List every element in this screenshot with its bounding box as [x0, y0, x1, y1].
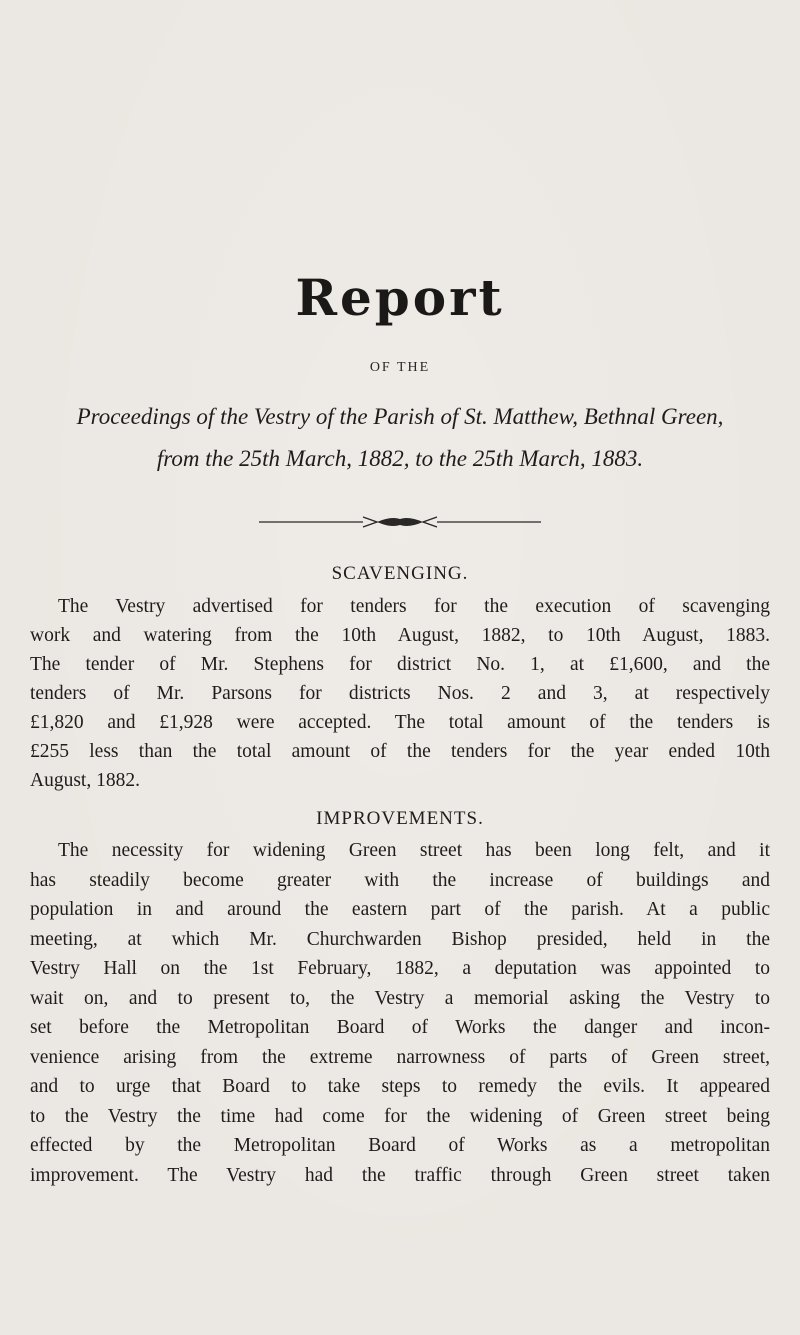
divider-ornament	[259, 510, 541, 534]
text-line: August, 1882.	[30, 770, 140, 791]
text-line: The Vestry advertised for tenders for the execution of scavenging	[58, 596, 770, 617]
text-line: improvement. The Vestry had the traffic through Green street taken	[30, 1164, 770, 1186]
text-line: to the Vestry the time had come for the widening of Green street being	[30, 1105, 770, 1127]
text-line: meeting, at which Mr. Churchwarden Bishop presided, held in the	[30, 928, 770, 950]
text-line: and to urge that Board to take steps to remedy the evils. It appeared	[30, 1076, 770, 1097]
text-line: set before the Metropolitan Board of Works the danger and incon-	[30, 1017, 770, 1038]
text-line: venience arising from the extreme narrowness of parts of Green street,	[30, 1046, 770, 1068]
section-heading-scavenging: SCAVENGING.	[331, 563, 469, 584]
subtitle-line-1: Proceedings of the Vestry of the Parish of St. Matthew, Bethnal Green,	[76, 404, 724, 429]
text-line: Vestry Hall on the 1st February, 1882, a deputation was appointed to	[30, 958, 770, 979]
text-line: effected by the Metropolitan Board of Works as a metropolitan	[30, 1135, 770, 1156]
text-line: population in and around the eastern part of the parish. At a public	[30, 899, 770, 920]
text-line: £1,820 and £1,928 were accepted. The total amount of the tenders is	[30, 712, 770, 733]
section-heading-improvements: IMPROVEMENTS.	[316, 808, 484, 829]
text-line: The tender of Mr. Stephens for district No. 1, at £1,600, and the	[30, 654, 770, 675]
subtitle-line-2: from the 25th March, 1882, to the 25th March, 1883.	[156, 446, 644, 471]
text-line: wait on, and to present to, the Vestry a memorial asking the Vestry to	[30, 987, 770, 1009]
text-line: The necessity for widening Green street has been long felt, and it	[58, 840, 770, 861]
text-line: work and watering from the 10th August, 1882, to 10th August, 1883.	[30, 625, 770, 646]
report-title: Report	[295, 268, 505, 327]
of-the-label: OF THE	[369, 360, 431, 375]
text-line: has steadily become greater with the increase of buildings and	[30, 869, 770, 891]
text-line: £255 less than the total amount of the tenders for the year ended 10th	[30, 741, 770, 762]
text-line: tenders of Mr. Parsons for districts Nos. 2 and 3, at respectively	[30, 683, 770, 704]
